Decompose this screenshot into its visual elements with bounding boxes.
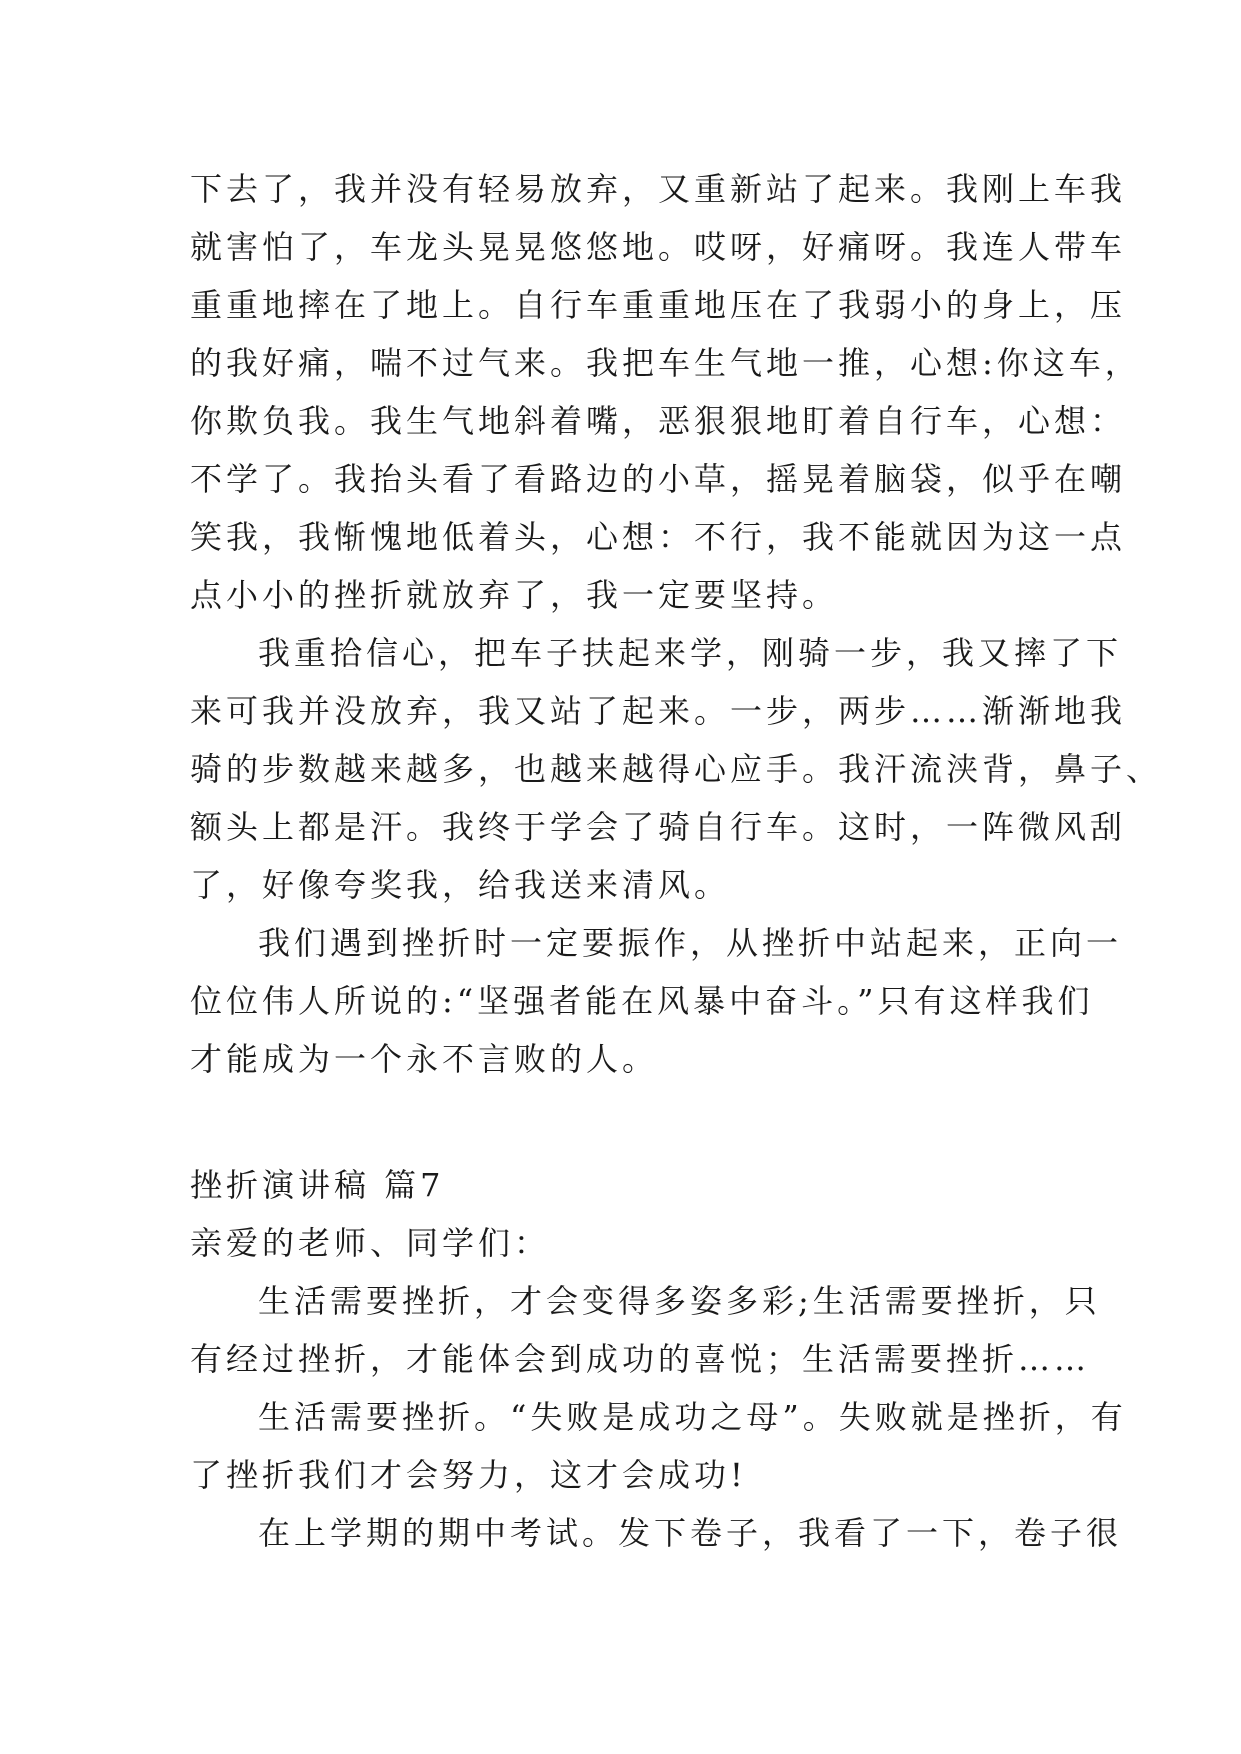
document-body xyxy=(190,160,1163,1562)
paragraph xyxy=(190,1272,1101,1388)
text-line: 了挫折我们才会努力，这才会成功! xyxy=(190,1456,747,1494)
text-line: 我重拾信心，把车子扶起来学，刚骑一步，我又摔了下 xyxy=(258,634,1123,672)
text-line: 就害怕了，车龙头晃晃悠悠地。哎呀，好痛呀。我连人带车 xyxy=(190,228,1127,266)
text-line: 笑我，我惭愧地低着头，心想：不行，我不能就因为这一点 xyxy=(190,518,1127,556)
text-line: 你欺负我。我生气地斜着嘴，恶狠狠地盯着自行车，心想： xyxy=(190,402,1127,440)
text-line: 重重地摔在了地上。自行车重重地压在了我弱小的身上，压 xyxy=(190,286,1127,324)
section-title: 挫折演讲稿 篇7 xyxy=(190,1166,445,1204)
paragraph xyxy=(190,1504,1123,1562)
text-line: 才能成为一个永不言败的人。 xyxy=(190,1040,659,1078)
paragraph-continuation xyxy=(190,160,1141,624)
text-line: 位位伟人所说的:“坚强者能在风暴中奋斗。”只有这样我们 xyxy=(190,982,1094,1020)
text-line: 不学了。我抬头看了看路边的小草，摇晃着脑袋，似乎在嘲 xyxy=(190,460,1127,498)
text-line: 了，好像夸奖我，给我送来清风。 xyxy=(190,866,731,904)
text-line: 生活需要挫折，才会变得多姿多彩;生活需要挫折，只 xyxy=(258,1282,1101,1320)
text-line: 的我好痛，喘不过气来。我把车生气地一推，心想:你这车， xyxy=(190,344,1141,382)
text-line: 下去了，我并没有轻易放弃，又重新站了起来。我刚上车我 xyxy=(190,170,1127,208)
salutation: 亲爱的老师、同学们： xyxy=(190,1224,551,1262)
text-line: 在上学期的期中考试。发下卷子，我看了一下，卷子很 xyxy=(258,1514,1123,1552)
text-line: 我们遇到挫折时一定要振作，从挫折中站起来，正向一 xyxy=(258,924,1123,962)
text-line: 生活需要挫折。“失败是成功之母”。失败就是挫折，有 xyxy=(258,1398,1127,1436)
paragraph xyxy=(190,914,1123,1088)
text-line: 额头上都是汗。我终于学会了骑自行车。这时，一阵微风刮 xyxy=(190,808,1127,846)
text-line: 来可我并没放弃，我又站了起来。一步，两步……渐渐地我 xyxy=(190,692,1127,730)
text-line: 有经过挫折，才能体会到成功的喜悦；生活需要挫折…… xyxy=(190,1340,1091,1378)
paragraph xyxy=(190,1388,1127,1504)
paragraph xyxy=(190,624,1163,914)
text-line: 点小小的挫折就放弃了，我一定要坚持。 xyxy=(190,576,839,614)
text-line: 骑的步数越来越多，也越来越得心应手。我汗流浃背，鼻子、 xyxy=(190,750,1163,788)
